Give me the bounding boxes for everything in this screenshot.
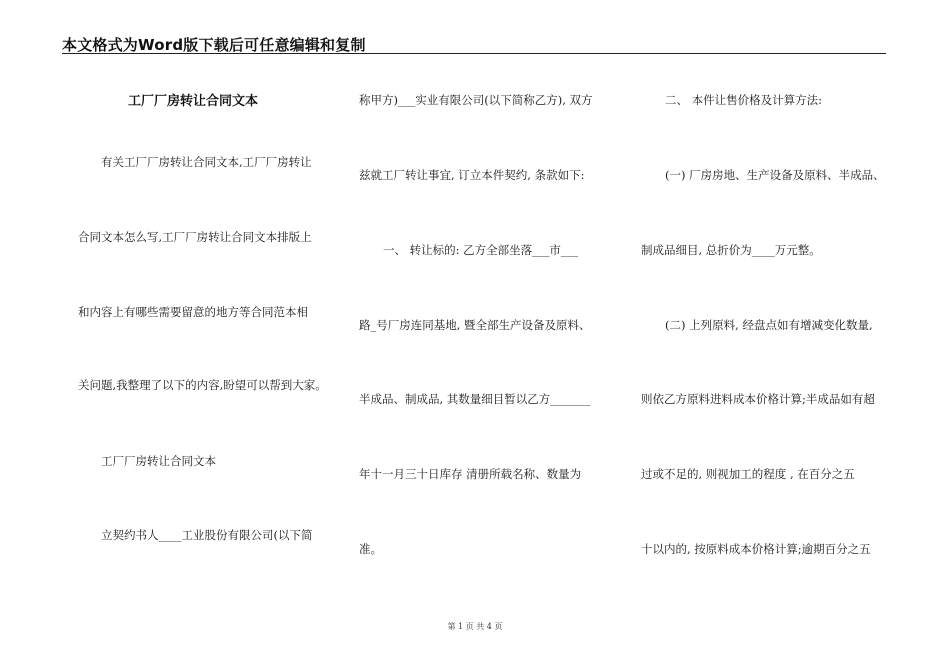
paragraph-line: 年十一月三十日库存 清册所载名称、数量为 [359,467,582,481]
clause-heading: 一、 转让标的: 乙方全部坐落___市___ [383,243,579,257]
paragraph-line: 则依乙方原料进料成本价格计算;半成品如有超 [641,392,875,406]
paragraph-line: 过或不足的, 则视加工的程度 , 在百分之五 [641,467,855,481]
paragraph-line: 有关工厂厂房转让合同文本,工厂厂房转让 [101,155,312,169]
page-number: 第 1 页 共 4 页 [447,622,503,631]
paragraph-line: (一) 厂房房地、生产设备及原料、半成品、 [665,168,885,182]
paragraph-line: 兹就工厂转让事宜, 订立本件契约, 条款如下: [359,168,585,182]
paragraph-line: 半成品、制成品, 其数量细目暂以乙方_______ [359,392,591,406]
section-heading: 工厂厂房转让合同文本 [101,454,216,468]
paragraph-line: 和内容上有哪些需要留意的地方等合同范本相 [78,305,308,319]
paragraph-line: 立契约书人____工业股份有限公司(以下简 [101,528,313,542]
paragraph-line: 路_号厂房连同基地, 暨全部生产设备及原料、 [359,318,591,332]
paragraph-line: 十以内的, 按原料成本价格计算;逾期百分之五 [641,542,871,556]
paragraph-line: 合同文本怎么写,工厂厂房转让合同文本排版上 [78,230,312,244]
paragraph-line: 关问题,我整理了以下的内容,盼望可以帮到大家。 [78,378,327,392]
document-title: 工厂厂房转让合同文本 [128,94,259,109]
paragraph-line: 称甲方)___实业有限公司(以下简称乙方), 双方 [359,93,593,107]
paragraph-line: 制成品细目, 总折价为____万元整。 [641,243,821,257]
page-header: 本文格式为Word版下载后可任意编辑和复制 [62,36,366,54]
paragraph-line: 准。 [359,542,382,556]
clause-heading: 二、 本件让售价格及计算方法: [665,93,823,107]
paragraph-line: (二) 上列原料, 经盘点如有增减变化数量, [665,318,873,332]
header-divider [62,53,886,54]
